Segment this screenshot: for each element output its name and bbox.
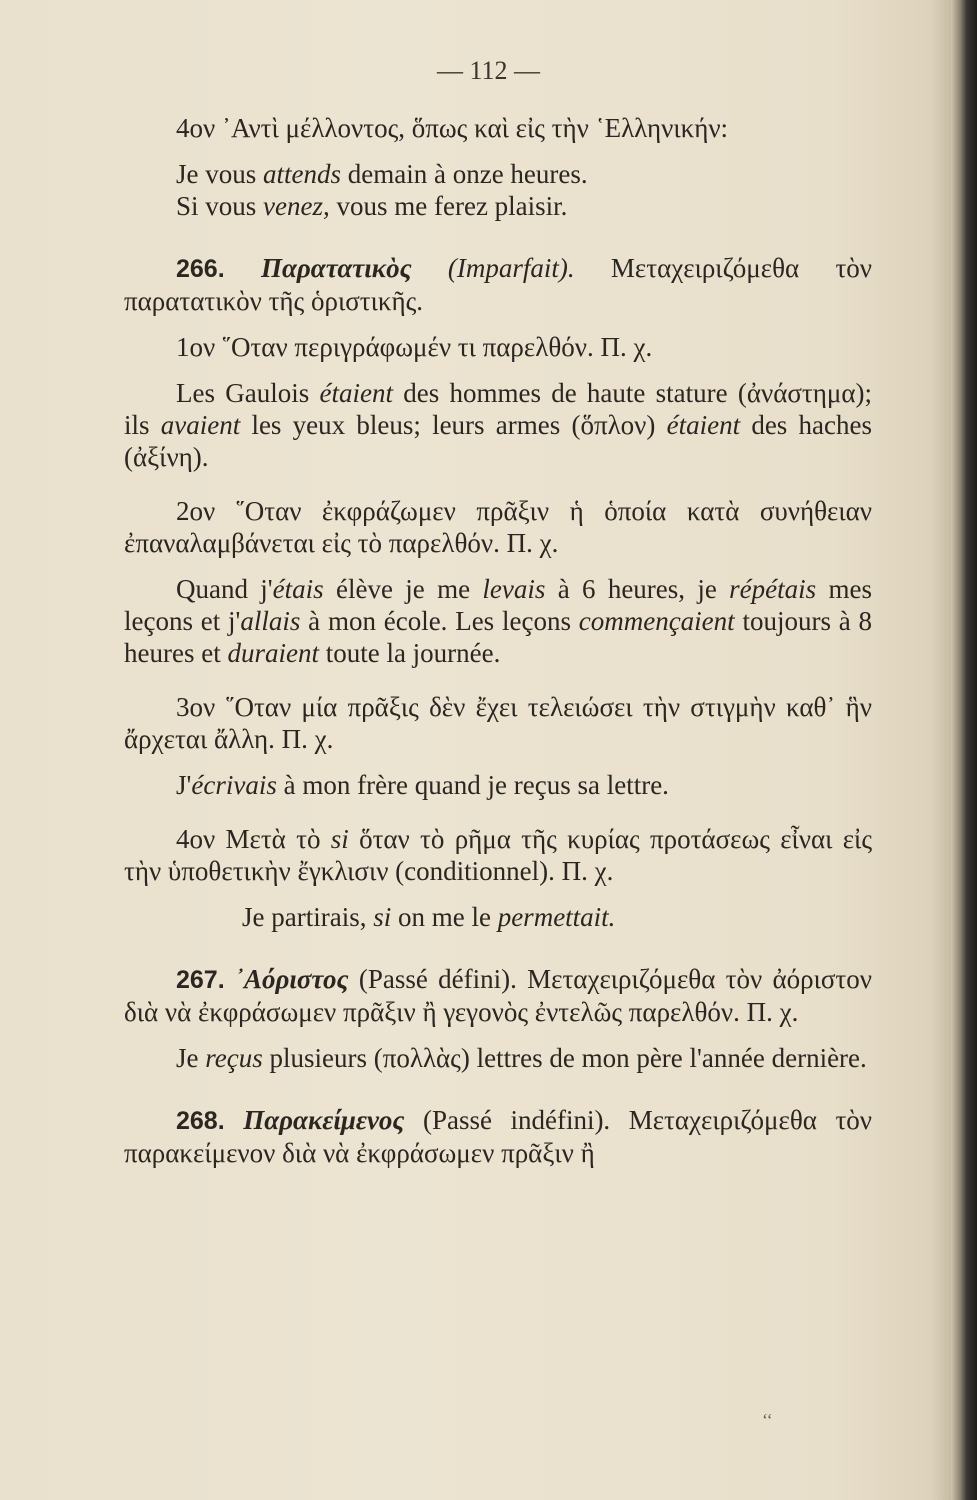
stray-mark: ‘‘ xyxy=(762,1410,773,1430)
page-edge-shadow xyxy=(931,0,951,1500)
case-1: 1ον ῞Οταν περιγράφωμέν τι παρελθόν. Π. χ. xyxy=(176,332,653,362)
section-267: 267. ᾽Αόριστος (Passé défini). Μεταχειριζόμεθα τὸν ἀόριστον διὰ νὰ ἐκφράσωμεν πρᾶξιν ἢ γεγονὸς ἐντελῶς παρελθόν. Π. χ. xyxy=(124,964,872,1027)
section-title: ᾽Αόριστος xyxy=(234,964,349,994)
section-number: 267. xyxy=(176,966,225,994)
section-268: 268. Παρακείμενος (Passé indéfini). Μεταχειριζόμεθα τὸν παρακείμενον διὰ νὰ ἐκφράσωμεν πρᾶξιν ἢ xyxy=(124,1105,873,1168)
example-sentence: Je vous attends demain à onze heures. xyxy=(176,159,588,189)
example-sentence: Si vous venez, vous me ferez plaisir. xyxy=(176,191,568,221)
case-4: 4ον Μετὰ τὸ si ὅταν τὸ ρῆμα τῆς κυρίας προτάσεως εἶναι εἰς τὴν ὑποθετικὴν ἔγκλισιν (conditionnel). Π. χ. xyxy=(124,824,873,886)
case-3: 3ον ῞Οταν μία πρᾶξις δὲν ἔχει τελειώσει τὴν στιγμὴν καθ᾽ ἣν ἄρχεται ἄλλη. Π. χ. xyxy=(124,692,872,754)
example-paragraph: Je reçus plusieurs (πολλὰς) lettres de mon père l'année dernière. xyxy=(176,1043,867,1073)
page-number: — 112 — xyxy=(436,56,541,85)
section-number: 268. xyxy=(176,1107,225,1135)
section-title: Παρακείμενος xyxy=(243,1105,405,1135)
example-sentence: Je partirais, si on me le permettait. xyxy=(242,902,616,932)
example-paragraph: Quand j'étais élève je me levais à 6 heures, je répétais mes leçons et j'allais à mon école. Les leçons commençaient toujours à 8 heures et duraient toute la journée. xyxy=(124,574,872,668)
book-binding-edge xyxy=(951,0,977,1500)
section-266: 266. Παρατατικὸς (Imparfait). Μεταχειριζόμεθα τὸν παρατατικὸν τῆς ὁριστικῆς. xyxy=(124,253,872,316)
example-paragraph: Les Gaulois étaient des hommes de haute stature (ἀνάστημα); ils avaient les yeux bleus; leurs armes (ὅπλον) étaient des haches (ἀξίνη). xyxy=(124,378,872,472)
section-intro: 4ον ᾽Αντὶ μέλλοντος, ὅπως καὶ εἰς τὴν ῾Ελληνικήν: xyxy=(176,113,729,143)
page-text xyxy=(124,112,872,1169)
example-sentence: J'écrivais à mon frère quand je reçus sa lettre. xyxy=(176,770,669,800)
section-number: 266. xyxy=(176,255,225,283)
section-title: Παρατατικὸς xyxy=(260,253,412,283)
case-2: 2ον ῞Οταν ἐκφράζωμεν πρᾶξιν ἡ ὁποία κατὰ συνήθειαν ἐπαναλαμβάνεται εἰς τὸ παρελθόν. Π. χ. xyxy=(124,496,872,558)
